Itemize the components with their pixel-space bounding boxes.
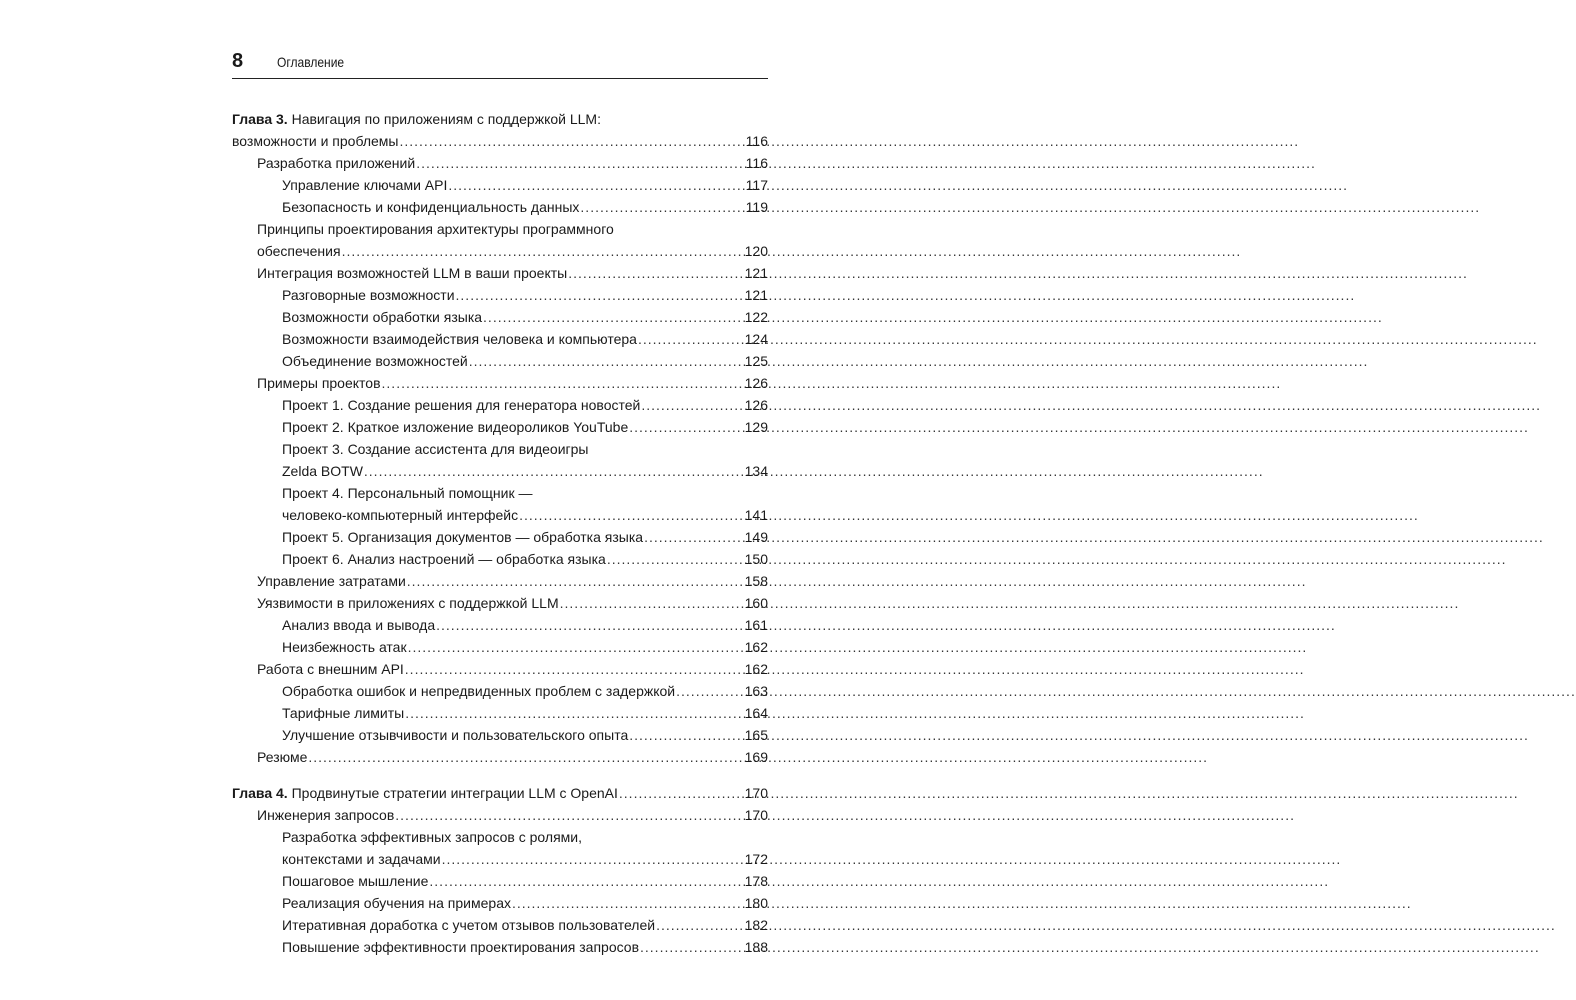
leader-dots [442, 848, 744, 870]
leader-dots [448, 174, 744, 196]
page-ref: 126 [744, 375, 768, 391]
toc-entry[interactable] [232, 196, 768, 218]
page-ref: 178 [744, 873, 768, 889]
leader-dots [405, 658, 744, 680]
toc-entry-text: Безопасность и конфиденциальность данных [282, 199, 580, 215]
toc-entry-text: Неизбежность атак [282, 639, 407, 655]
toc-entry-text: Интеграция возможностей LLM в ваши проекты [257, 265, 568, 281]
toc-entry-text: Проект 6. Анализ настроений — обработка языка [282, 551, 606, 567]
toc-entry[interactable] [232, 826, 768, 870]
leader-dots [629, 416, 743, 438]
leader-dots [407, 570, 744, 592]
toc-entry[interactable] [232, 306, 768, 328]
leader-dots [469, 350, 744, 372]
leader-dots [408, 636, 744, 658]
page-ref: 149 [744, 529, 768, 545]
page-ref: 164 [744, 705, 768, 721]
leader-dots [640, 936, 744, 958]
toc-entry[interactable] [232, 438, 768, 482]
toc-entry[interactable] [232, 680, 768, 702]
toc-entry-text: обеспечения [257, 243, 341, 259]
toc-entry[interactable] [232, 658, 768, 680]
toc-entry-text: Проект 3. Создание ассистента для видеоигры [282, 441, 589, 457]
toc-entry[interactable] [232, 636, 768, 658]
chapter-3-title-line-2: возможности и проблемы [232, 133, 399, 149]
toc-entry[interactable] [232, 284, 768, 306]
toc-entry-text: Разработка приложений [257, 155, 416, 171]
page-ref: 134 [744, 463, 768, 479]
chapter-3-label: Глава 3. [232, 111, 288, 127]
page-ref: 121 [744, 287, 768, 303]
page-ref: 188 [744, 939, 768, 955]
leader-dots [607, 548, 744, 570]
toc-entry[interactable] [232, 724, 768, 746]
leader-dots [629, 724, 743, 746]
toc-entry-text: Разработка эффективных запросов с ролями, [282, 829, 582, 845]
page-ref: 182 [744, 917, 768, 933]
toc-entry[interactable] [232, 328, 768, 350]
chapter-4-title: Продвинутые стратегии интеграции LLM с OpenAI [287, 785, 618, 801]
toc-entry[interactable] [232, 804, 768, 826]
leader-dots [568, 262, 743, 284]
toc-entry[interactable] [232, 702, 768, 724]
chapter-3-title: Навигация по приложениям с поддержкой LLM: [287, 111, 601, 127]
chapter-3-entries [232, 152, 768, 768]
page-ref: 122 [744, 309, 768, 325]
toc-entry[interactable] [232, 614, 768, 636]
page-ref: 125 [744, 353, 768, 369]
toc-entry-text: Анализ ввода и вывода [282, 617, 436, 633]
toc-entry-text: Инженерия запросов [257, 807, 395, 823]
page-number: 8 [232, 50, 244, 72]
toc-entry-text: Проект 4. Персональный помощник — [282, 485, 533, 501]
toc-entry-text: Итеративная доработка с учетом отзывов пользователей [282, 917, 656, 933]
leader-dots [399, 130, 744, 152]
toc-entry-text: Реализация обучения на примерах [282, 895, 511, 911]
toc-entry-text: контекстами и задачами [282, 851, 441, 867]
page-ref: 162 [744, 661, 768, 677]
toc-entry-text: Проект 2. Краткое изложение видеороликов YouTube [282, 419, 629, 435]
leader-dots [656, 914, 744, 936]
toc-entry-text: Разговорные возможности [282, 287, 455, 303]
chapter-4-title-line [232, 782, 618, 804]
leader-dots [560, 592, 744, 614]
toc-entry-text: Примеры проектов [257, 375, 381, 391]
page-ref: 162 [744, 639, 768, 655]
toc-entry-text: Обработка ошибок и непредвиденных проблем с задержкой [282, 683, 676, 699]
toc-entry-text: Пошаговое мышление [282, 873, 429, 889]
leader-dots [405, 702, 743, 724]
page-ref: 150 [744, 551, 768, 567]
leader-dots [483, 306, 744, 328]
toc-entry[interactable] [232, 262, 768, 284]
page-ref: 170 [744, 807, 768, 823]
page-ref: 129 [744, 419, 768, 435]
toc-entry[interactable] [232, 526, 768, 548]
toc-entry-text: Резюме [257, 749, 308, 765]
chapter-3-heading[interactable] [232, 108, 768, 152]
toc-entry-text: человеко-компьютерный интерфейс [282, 507, 519, 523]
leader-dots [308, 746, 743, 768]
chapter-4-heading[interactable] [232, 782, 768, 804]
toc-entry[interactable] [232, 174, 768, 196]
leader-dots [416, 152, 744, 174]
leader-dots [619, 782, 744, 804]
page-ref: 117 [745, 177, 768, 193]
toc-entry[interactable] [232, 570, 768, 592]
page-ref: 170 [744, 785, 768, 801]
toc-entry[interactable] [232, 350, 768, 372]
page-ref: 124 [744, 331, 768, 347]
page-ref: 141 [744, 507, 768, 523]
leader-dots [342, 240, 744, 262]
toc-entry-text: Управление ключами API [282, 177, 448, 193]
leader-dots [436, 614, 744, 636]
chapter-separator [232, 768, 768, 782]
running-title: Оглавление [277, 54, 345, 70]
leader-dots [638, 328, 744, 350]
leader-dots [512, 892, 744, 914]
page-ref: 116 [745, 155, 768, 171]
toc-entry[interactable] [232, 416, 768, 438]
toc-entry[interactable] [232, 936, 768, 958]
toc-entry[interactable] [232, 482, 768, 526]
leader-dots [676, 680, 744, 702]
toc-entry-text: Проект 1. Создание решения для генератора новостей [282, 397, 641, 413]
toc-entry-text: Принципы проектирования архитектуры программного [257, 221, 614, 237]
leader-dots [429, 870, 743, 892]
chapter-4-label: Глава 4. [232, 785, 288, 801]
toc-entry-text: Управление затратами [257, 573, 406, 589]
toc-entry[interactable] [232, 548, 768, 570]
page-header [232, 48, 768, 79]
toc-entry-text: Объединение возможностей [282, 353, 468, 369]
toc-entry[interactable] [232, 592, 768, 614]
toc-entry[interactable] [232, 394, 768, 416]
page-ref: 169 [744, 749, 768, 765]
page-ref: 172 [744, 851, 768, 867]
page-ref: 121 [744, 265, 768, 281]
toc-entry-text: Тарифные лимиты [282, 705, 405, 721]
leader-dots [364, 460, 744, 482]
toc-entry[interactable] [232, 892, 768, 914]
leader-dots [519, 504, 744, 526]
leader-dots [641, 394, 743, 416]
toc-entry-text: Проект 5. Организация документов — обработка языка [282, 529, 644, 545]
page-ref: 119 [745, 199, 768, 215]
leader-dots [395, 804, 743, 826]
toc-entry[interactable] [232, 218, 768, 262]
page-ref: 165 [744, 727, 768, 743]
toc-entry-text: Zelda BOTW [282, 463, 363, 479]
page-ref: 158 [744, 573, 768, 589]
toc-entry-text: Возможности взаимодействия человека и компьютера [282, 331, 637, 347]
toc-entry-text: Повышение эффективности проектирования запросов [282, 939, 640, 955]
leader-dots [644, 526, 744, 548]
toc-entry-text: Работа с внешним API [257, 661, 404, 677]
toc-entry-text: Уязвимости в приложениях с поддержкой LLM [257, 595, 559, 611]
toc-entry[interactable] [232, 746, 768, 768]
page-ref: 161 [744, 617, 768, 633]
toc-entry-text: Возможности обработки языка [282, 309, 483, 325]
toc-entry-text: Улучшение отзывчивости и пользовательского опыта [282, 727, 629, 743]
page-ref: 116 [745, 133, 768, 149]
table-of-contents [232, 108, 768, 958]
page-ref: 120 [744, 243, 768, 259]
toc-entry[interactable] [232, 914, 768, 936]
toc-entry[interactable] [232, 152, 768, 174]
leader-dots [580, 196, 744, 218]
leader-dots [382, 372, 744, 394]
chapter-3-title-line-1 [232, 108, 768, 130]
page-ref: 163 [744, 683, 768, 699]
page-ref: 126 [744, 397, 768, 413]
chapter-4-entries [232, 804, 768, 958]
page-ref: 160 [744, 595, 768, 611]
toc-entry[interactable] [232, 372, 768, 394]
leader-dots [456, 284, 744, 306]
page-ref: 180 [744, 895, 768, 911]
toc-entry[interactable] [232, 870, 768, 892]
